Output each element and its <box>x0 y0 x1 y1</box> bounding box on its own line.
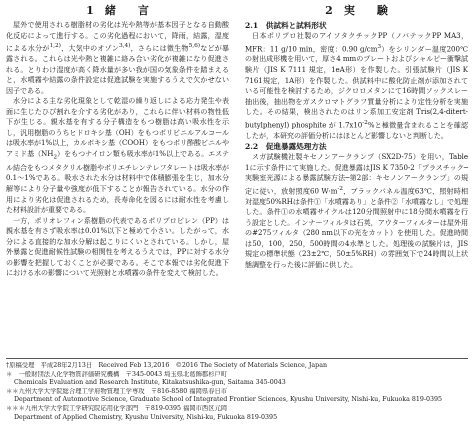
right-column <box>245 4 468 271</box>
footnote-affiliation-ja: ＊＊九州大学大学院総合理工学府物質理工学専攻 〒816-8580 福岡県春日市 <box>6 387 228 395</box>
footnote-affiliation-ja: ＊＊＊九州大学大学院工学研究院応用化学部門 〒819-0395 福岡市西区元岡 <box>6 404 228 412</box>
footnote-affiliation-en: Department of Applied Chemistry, Kyushu University, Nishi-ku, Fukuoka 819-0395 <box>14 413 278 421</box>
left-column <box>6 4 229 279</box>
section-heading-experiment: 2 実 験 <box>325 4 388 17</box>
paper-page <box>6 4 468 440</box>
subsection-heading-materials: 2.1 供試料と試料形状 <box>245 21 327 30</box>
footnote-affiliation-en: Department of Automotive Science, Graduate School of Integrated Frontier Sciences, Kyushu University, Nishi-ku, Fukuoka 819-0395 <box>14 396 443 404</box>
section-heading-introduction: 1 緒 言 <box>86 4 149 17</box>
body-paragraph: 水分による主な劣化現象として乾湿の繰り返しによる応力発生や表面に生じたひび割れを介する劣化があり，これらに伴い材料の物性低下が生じる。親水基を有する分子構造をもつ樹脂は高い吸水性を示し，汎用樹脂のうちヒドロキシ基（OH）をもつポリビニルアルコールは吸水率が1%以上，カルボキシ基（COOH）をもつポリ酢酸ビニルやアミド基$(NH_2)$をもつナイロン類も吸水率が1%以上である。エステル結合をもつメタクリル樹脂やポリエチレンテレフタレートは吸水率が0.1〜1%である。吸水された水分は材料中で体積膨張を生じ，加水分解等により分子量や強度が低下することが報告されている。水分の作用により劣化は促進されるため，長寿命化を図るには耐水性を考慮した材料設計が重要である。 <box>6 96 229 215</box>
body-paragraph: 屋外で使用される樹脂材の劣化は光や熱等が基本因子となる自動酸化反応によって進行する。この劣化過程において，降雨，結露，湿度による水分が$^{1,2)}$，大気中のオゾン$^{3,4)}$，さらには微生物$^{5,6)}$などが暴露される。これらは光や熱と複雑に絡み合い劣化が複雑になり促進される。とりわけ湿度が高く降水量が多い我が国の気象条件を踏まえると，水噴霧や結露の条件設定は促進試験を実施するうえで欠かせない因子である。 <box>6 20 229 95</box>
footnote-affiliation-ja: ＊ 一般財団法人化学物質評価研究機構 〒345-0043 埼玉県北葛飾郡杉戸町 <box>6 370 228 378</box>
body-paragraph: 一方，ポリオレフィン系樹脂の代表であるポリプロピレン（PP）は親水基を有さず吸水率は0.01%以下と極めて小さい。したがって，水分による直接的な加水分解は起こりにくいとされている。しかし，屋外暴露と促進耐候性試験の相関性を考えるうえでは，PPに対する水分の影響を把握しておくことが必要である。そこで本報では劣化促進下における水の影響について光照射と水噴霧の条件を変えて検討した。 <box>6 215 229 278</box>
body-paragraph: スガ試験機社製キセノンアークランプ（SX2D-75）を用い，Table 1に示す条件にて実施した。促進暴露はJIS K 7350-2「プラスチック─実験室光源による暴露試験方法─第2部：キセノンアークランプ」の規定に従い，放射照度60 $W\cdot m^{-2}$，ブラックパネル温度63℃，照射時相対湿度50%RHは条件①「水噴霧あり」と条件②「水噴霧なし」で処理した。条件①の水噴霧サイクルは120分間照射中に18分間水噴霧を行う設定とした。インナーフィルタは石英，アウターフィルターは屋外用の#275フィルタ（280 nm以下の光をカット）を使用した。促進時間は50，100，250，500時間の4水準とした。処理後の試験片は，JIS 規定の標準状態（23±2℃，50±5%RH）の雰囲気下で24時間以上状態調整を行った後に評価に供した。 <box>245 152 469 269</box>
footnote-affiliation-en: Chemicals Evaluation and Research Institute, Kitakatsushika-gun, Saitama 345-0043 <box>14 379 286 387</box>
footnotes <box>6 362 468 422</box>
footnote-received: †原稿受理 平成28年2月13日 Received Feb 13,2016 ©2016 The Society of Materials Science, Japan <box>6 362 328 369</box>
footnote-divider <box>6 358 468 359</box>
subsection-heading-exposure: 2.2 促進暴露処理方法 <box>245 142 327 152</box>
body-paragraph: 日本ポリプロ社製のアイソタクチックPP（ノバテックPP MA3，MFR：11 g/10 min，密度：0.90 $g/cm^3$）をシリンダー温度200℃の射出成形機を用いて，厚さ4 mmのプレートおよびシャルピー衝撃試験片（JIS K 7111 規定，1eA形）を作製した。引張試験片（JIS K 7161規定，1A形）を作製した。供試料中に酸化防止剤が添加されている可能性を検討するため，ジクロロメタンにて16時間ソックスレー抽出後，抽出物をガスクロマトグラフ質量分析により定性分析を実施した。その結果，検出されたのはリン系加工安定剤 Tris(2,4-ditert-butylphenyl) phosphite が $1.7x10^{-2}\%$と極微量含まれることを確認したが，本研究の評価分析にはほとんど影響しないと判断した。 <box>245 31 468 140</box>
